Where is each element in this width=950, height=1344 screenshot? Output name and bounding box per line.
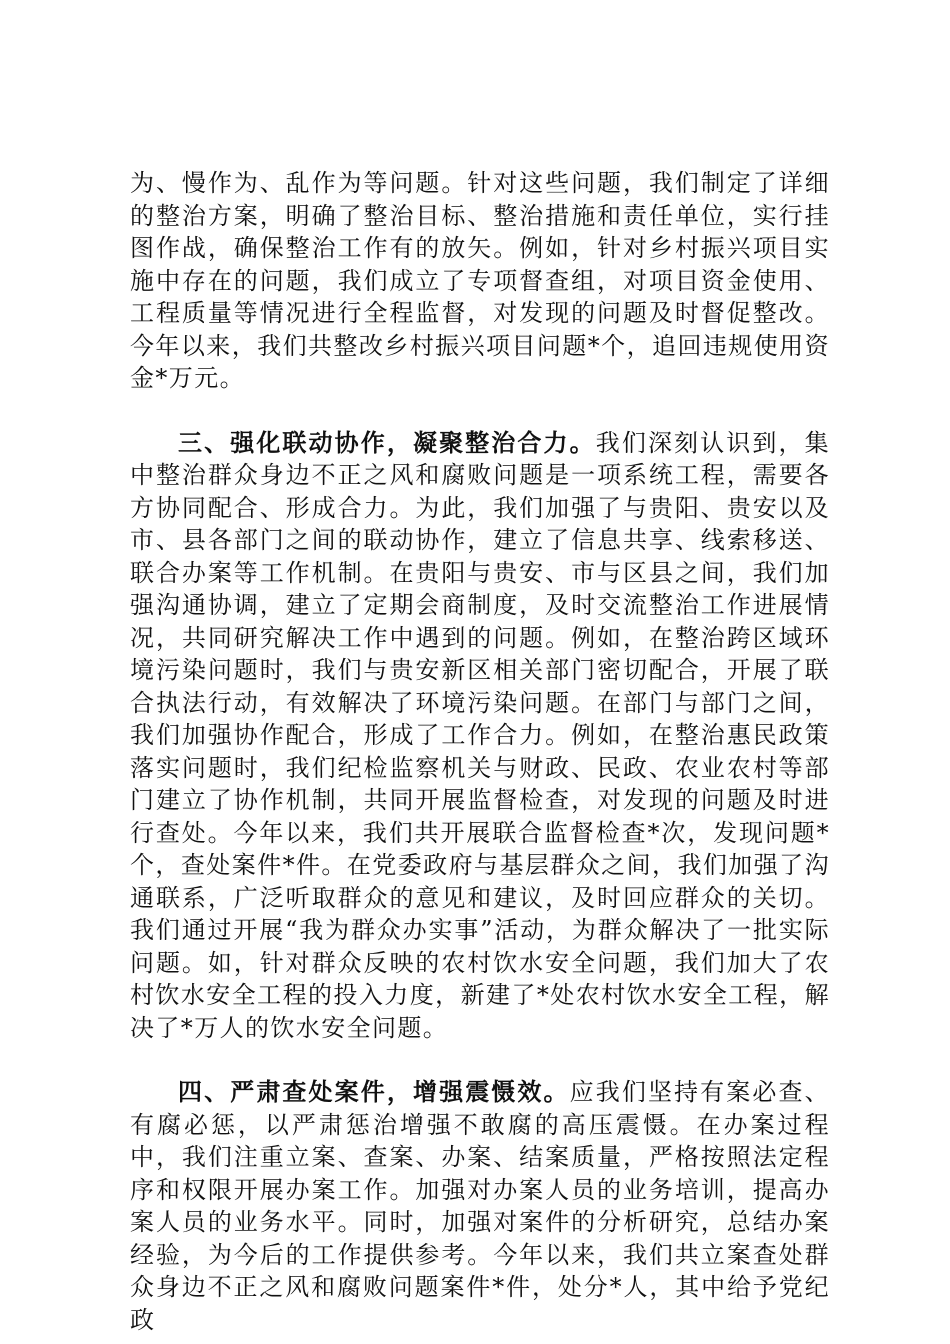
paragraph-gap xyxy=(130,395,830,427)
paragraph-text: 为、慢作为、乱作为等问题。针对这些问题，我们制定了详细的整治方案，明确了整治目标、整治措施和责任单位，实行挂图作战，确保整治工作有的放矢。例如，针对乡村振兴项目实施中存在的问题，我们成立了专项督查组，对项目资金使用、工程质量等情况进行全程监督，对发现的问题及时督促整改。今年以来，我们共整改乡村振兴项目问题*个，追回违规使用资金*万元。 xyxy=(130,169,830,392)
paragraph-continuation xyxy=(130,167,830,395)
body-text xyxy=(130,167,830,1336)
paragraph-text: 我们深刻认识到，集中整治群众身边不正之风和腐败问题是一项系统工程，需要各方协同配合、形成合力。为此，我们加强了与贵阳、贵安以及市、县各部门之间的联动协作，建立了信息共享、线索移送、联合办案等工作机制。在贵阳与贵安、市与区县之间，我们加强沟通协调，建立了定期会商制度，及时交流整治工作进展情况，共同研究解决工作中遇到的问题。例如，在整治跨区域环境污染问题时，我们与贵安新区相关部门密切配合，开展了联合执法行动，有效解决了环境污染问题。在部门与部门之间，我们加强协作配合，形成了工作合力。例如，在整治惠民政策落实问题时，我们纪检监察机关与财政、民政、农业农村等部门建立了协作机制，共同开展监督检查，对发现的问题及时进行查处。今年以来，我们共开展联合监督检查*次，发现问题*个，查处案件*件。在党委政府与基层群众之间，我们加强了沟通联系，广泛听取群众的意见和建议，及时回应群众的关切。我们通过开展“我为群众办实事”活动，为群众解决了一批实际问题。如，针对群众反映的农村饮水安全问题，我们加大了农村饮水安全工程的投入力度，新建了*处农村饮水安全工程，解决了*万人的饮水安全问题。 xyxy=(130,428,830,1042)
section-heading: 四、严肃查处案件，增强震慑效。 xyxy=(178,1078,570,1106)
paragraph-section-four xyxy=(130,1076,830,1336)
paragraph-text: 应我们坚持有案必查、有腐必惩，以严肃惩治增强不敢腐的高压震慑。在办案过程中，我们注重立案、查案、办案、结案质量，严格按照法定程序和权限开展办案工作。加强对办案人员的业务培训，提高办案人员的业务水平。同时，加强对案件的分析研究，总结办案经验，为今后的工作提供参考。今年以来，我们共立案查处群众身边不正之风和腐败问题案件*件，处分*人，其中给予党纪政 xyxy=(130,1078,830,1334)
section-heading: 三、强化联动协作，凝聚整治合力。 xyxy=(178,428,596,457)
paragraph-section-three xyxy=(130,427,830,1045)
paragraph-gap xyxy=(130,1044,830,1076)
